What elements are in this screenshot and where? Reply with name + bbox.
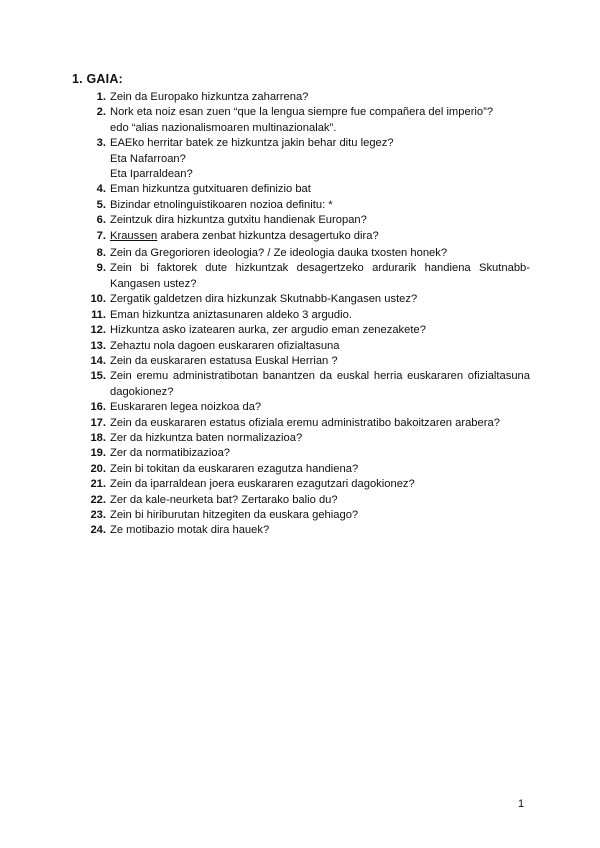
question-item-23 (72, 508, 530, 523)
question-item-17 (72, 416, 530, 431)
question-text: EAEko herritar batek ze hizkuntza jakin behar ditu legez? (110, 137, 394, 150)
question-text: Eman hizkuntza aniztasunaren aldeko 3 argudio. (110, 308, 352, 321)
question-text: Zer da hizkuntza baten normalizazioa? (110, 431, 303, 444)
question-number: 4. (96, 183, 106, 196)
question-number: 9. (96, 262, 106, 275)
question-item-3 (72, 136, 530, 182)
question-text: Zein da euskararen estatus ofiziala eremu administratibo bakoitzaren arabera? (110, 416, 500, 429)
question-text: Zein da euskararen estatusa Euskal Herrian ? (110, 354, 338, 367)
question-number: 23. (90, 508, 106, 521)
question-number: 24. (90, 524, 106, 537)
question-text (110, 229, 530, 244)
question-number: 19. (90, 447, 106, 460)
section-heading: 1. GAIA: (72, 72, 123, 86)
question-text: Zein da iparraldean joera euskararen ezagutzari dagokionez? (110, 478, 415, 491)
question-item-19 (72, 446, 530, 461)
question-number: 1. (96, 91, 106, 103)
question-text: Zergatik galdetzen dira hizkunzak Skutnabb-Kangasen ustez? (110, 293, 418, 306)
question-item-12 (72, 323, 530, 338)
question-text: Nork eta noiz esan zuen “que la lengua siempre fue compañera del imperio”? (110, 106, 494, 119)
question-item-4 (72, 182, 530, 197)
question-number: 22. (90, 493, 106, 506)
question-number: 15. (90, 370, 106, 383)
question-number: 3. (96, 137, 106, 150)
question-number: 17. (90, 416, 106, 429)
question-item-7 (72, 229, 530, 244)
question-text: Zein bi hiriburutan hitzegiten da euskara gehiago? (110, 508, 359, 521)
question-number: 12. (90, 324, 106, 337)
question-list (72, 90, 530, 539)
question-number: 10. (90, 293, 106, 306)
question-text: Bizindar etnolinguistikoaren nozioa definitu: * (110, 198, 333, 211)
page-number: 1 (518, 798, 525, 810)
question-item-2 (72, 105, 530, 136)
question-text: Hizkuntza asko izatearen aurka, zer argudio eman zenezakete? (110, 324, 426, 337)
question-text: Zeintzuk dira hizkuntza gutxitu handienak Europan? (110, 214, 367, 227)
question-text: Zein da Gregorioren ideologia? / Ze ideologia dauka txosten honek? (110, 247, 448, 260)
question-item-10 (72, 292, 530, 307)
question-item-20 (72, 462, 530, 477)
question-number: 6. (96, 214, 106, 227)
question-number: 8. (96, 247, 106, 260)
question-subline: edo “alias nazionalismoaren multinazionalak”. (110, 121, 337, 134)
question-item-1 (72, 90, 530, 105)
question-text-rest: arabera zenbat hizkuntza desagertuko dira? (157, 229, 379, 242)
question-text: Zein da Europako hizkuntza zaharrena? (110, 91, 309, 103)
question-subline: Eta Nafarroan? (110, 152, 186, 165)
question-text: Zein bi faktorek dute hizkuntzak desagertzeko ardurarik handiena Skutnabb-Kangasen ustez? (110, 262, 530, 290)
question-item-18 (72, 431, 530, 446)
question-item-15 (72, 369, 530, 400)
question-subline: Eta Iparraldean? (110, 168, 193, 181)
question-number: 13. (90, 339, 106, 352)
question-text: Eman hizkuntza gutxituaren definizio bat (110, 183, 311, 196)
question-text: Zein eremu administratibotan banantzen da euskal herria euskararen ofizialtasuna dagokionez? (110, 370, 530, 398)
question-number: 18. (90, 431, 106, 444)
question-number: 16. (90, 401, 106, 414)
question-item-24 (72, 523, 530, 538)
question-item-6 (72, 213, 530, 228)
question-text: Zein bi tokitan da euskararen ezagutza handiena? (110, 462, 359, 475)
question-text: Zer da normatibizazioa? (110, 447, 231, 460)
question-item-14 (72, 354, 530, 369)
question-item-11 (72, 308, 530, 323)
question-item-5 (72, 198, 530, 213)
question-item-13 (72, 339, 530, 354)
question-item-21 (72, 477, 530, 492)
question-item-22 (72, 493, 530, 508)
question-number: 21. (90, 478, 106, 491)
question-number: 11. (91, 308, 106, 321)
question-text: Zehaztu nola dagoen euskararen ofizialtasuna (110, 339, 340, 352)
question-text: Euskararen legea noizkoa da? (110, 401, 262, 414)
question-number: 2. (96, 106, 106, 119)
question-text: Ze motibazio motak dira hauek? (110, 524, 270, 537)
question-number: 7. (96, 229, 106, 242)
question-number: 5. (96, 198, 106, 211)
underlined-word: Kraussen (110, 229, 158, 242)
question-item-16 (72, 400, 530, 415)
question-text: Zer da kale-neurketa bat? Zertarako balio du? (110, 493, 338, 506)
question-number: 20. (90, 462, 106, 475)
question-item-9 (72, 261, 530, 292)
question-item-8 (72, 246, 530, 261)
question-number: 14. (90, 354, 106, 367)
